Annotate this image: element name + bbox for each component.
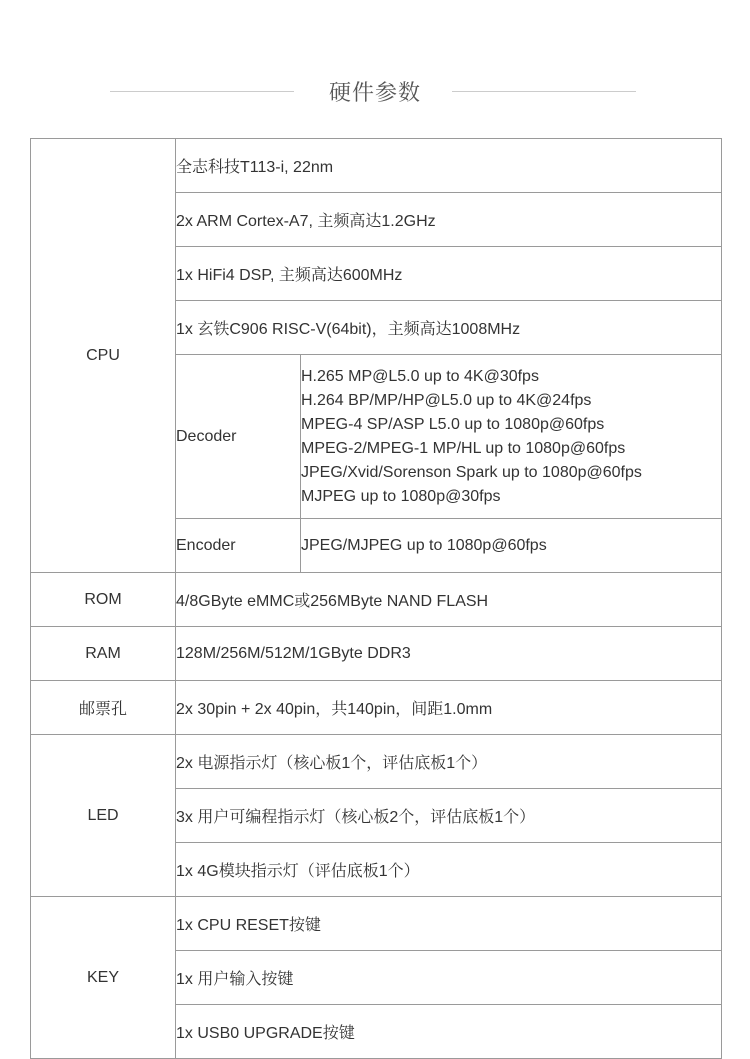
table-row	[31, 139, 722, 193]
hardware-spec-table	[30, 138, 722, 1059]
category-rom: ROM	[31, 573, 176, 627]
table-row	[31, 681, 722, 735]
key-upgrade: 1x USB0 UPGRADE按键	[176, 1005, 722, 1059]
cpu-dsp: 1x HiFi4 DSP, 主频高达600MHz	[176, 247, 722, 301]
decoder-specs	[301, 355, 722, 519]
encoder-label: Encoder	[176, 519, 301, 573]
category-ram: RAM	[31, 627, 176, 681]
decoder-line: MJPEG up to 1080p@30fps	[301, 487, 501, 505]
led-user: 3x 用户可编程指示灯（核心板2个，评估底板1个）	[176, 789, 722, 843]
decoder-line: MPEG-2/MPEG-1 MP/HL up to 1080p@60fps	[301, 439, 626, 457]
ram-value: 128M/256M/512M/1GByte DDR3	[176, 627, 722, 681]
key-reset: 1x CPU RESET按键	[176, 897, 722, 951]
table-row	[31, 735, 722, 789]
key-user: 1x 用户输入按键	[176, 951, 722, 1005]
led-power: 2x 电源指示灯（核心板1个，评估底板1个）	[176, 735, 722, 789]
cpu-soc: 全志科技T113-i, 22nm	[176, 139, 722, 193]
category-stamp-hole: 邮票孔	[31, 681, 176, 735]
decoder-line: H.265 MP@L5.0 up to 4K@30fps	[301, 367, 539, 385]
led-4g: 1x 4G模块指示灯（评估底板1个）	[176, 843, 722, 897]
rom-value: 4/8GByte eMMC或256MByte NAND FLASH	[176, 573, 722, 627]
table-row	[31, 627, 722, 681]
table-row	[31, 573, 722, 627]
table-row	[31, 897, 722, 951]
category-cpu: CPU	[31, 139, 176, 573]
encoder-spec: JPEG/MJPEG up to 1080p@60fps	[301, 519, 722, 573]
stamp-hole-value: 2x 30pin + 2x 40pin，共140pin，间距1.0mm	[176, 681, 722, 735]
title-divider-right	[452, 91, 636, 92]
page-title: 硬件参数	[328, 80, 421, 105]
decoder-line: JPEG/Xvid/Sorenson Spark up to 1080p@60fps	[301, 463, 642, 481]
section-header	[0, 72, 750, 112]
decoder-line: MPEG-4 SP/ASP L5.0 up to 1080p@60fps	[301, 415, 605, 433]
cpu-core: 2x ARM Cortex-A7, 主频高达1.2GHz	[176, 193, 722, 247]
category-key: KEY	[31, 897, 176, 1059]
decoder-line: H.264 BP/MP/HP@L5.0 up to 4K@24fps	[301, 391, 592, 409]
decoder-label: Decoder	[176, 355, 301, 519]
category-led: LED	[31, 735, 176, 897]
cpu-riscv: 1x 玄铁C906 RISC-V(64bit)，主频高达1008MHz	[176, 301, 722, 355]
